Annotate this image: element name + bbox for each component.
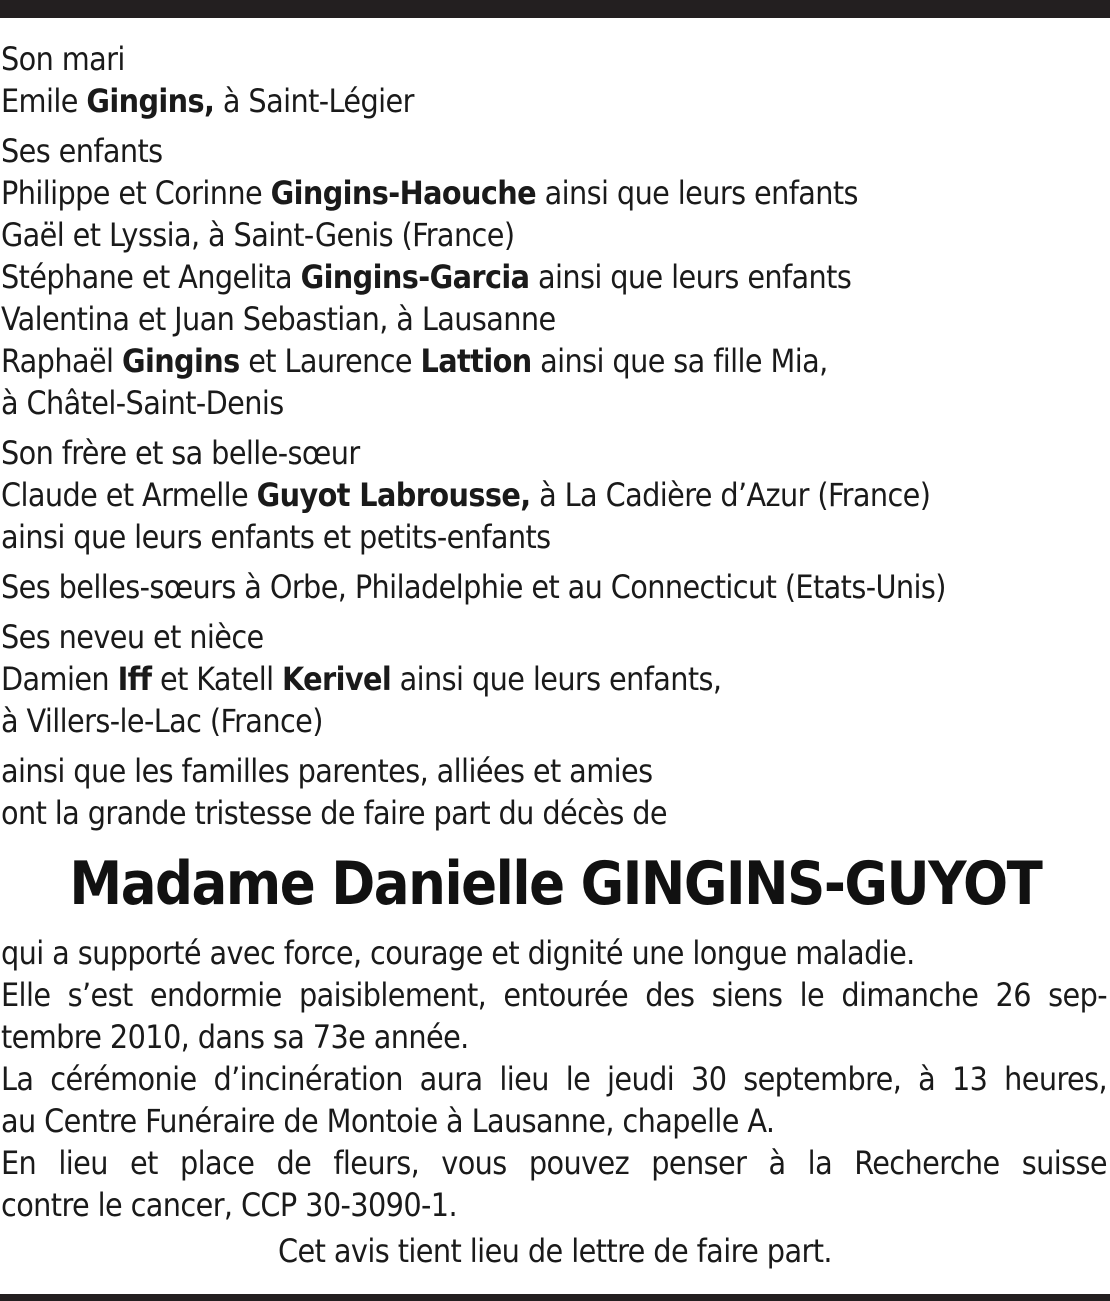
children-line-3: Stéphane et Angelita Gingins-Garcia ainsi que leurs enfants <box>1 258 852 296</box>
announcement-line-5: au Centre Funéraire de Montoie à Lausanne, chapelle A. <box>1 1102 775 1140</box>
children-block <box>1 130 1109 424</box>
nephew-niece-line-2: à Villers-le-Lac (France) <box>1 702 323 740</box>
husband-line: Emile Gingins, à Saint-Légier <box>1 82 414 120</box>
husband-heading: Son mari <box>1 40 125 78</box>
sisters-in-law-block <box>1 566 1109 608</box>
nephew-niece-block <box>1 616 1109 742</box>
children-line-4: Valentina et Juan Sebastian, à Lausanne <box>1 300 556 338</box>
deceased-name <box>1 842 1109 926</box>
announcement-line-4: La cérémonie d’incinération aura lieu le jeudi 30 septembre, à 13 heures, <box>1 1060 1108 1098</box>
deceased-name-text: Madame Danielle GINGINS-GUYOT <box>69 849 1041 919</box>
children-line-5: Raphaël Gingins et Laurence Lattion ainsi que sa fille Mia, <box>1 342 828 380</box>
top-rule <box>0 0 1110 18</box>
children-heading: Ses enfants <box>1 132 163 170</box>
nephew-niece-heading: Ses neveu et nièce <box>1 618 264 656</box>
announcement-line-3: tembre 2010, dans sa 73e année. <box>1 1018 469 1056</box>
bottom-rule <box>0 1294 1110 1301</box>
announcement-block <box>1 932 1109 1226</box>
closing-note: Cet avis tient lieu de lettre de faire part. <box>278 1232 832 1270</box>
husband-block <box>1 38 1109 122</box>
brother-line-2: ainsi que leurs enfants et petits-enfants <box>1 518 551 556</box>
relatives-line-1: ainsi que les familles parentes, alliées et amies <box>1 752 653 790</box>
brother-block <box>1 432 1109 558</box>
announcement-line-7: contre le cancer, CCP 30-3090-1. <box>1 1186 458 1224</box>
relatives-block <box>1 750 1109 834</box>
obituary-notice <box>1 38 1109 1272</box>
children-line-6: à Châtel-Saint-Denis <box>1 384 284 422</box>
sisters-in-law-line: Ses belles-sœurs à Orbe, Philadelphie et au Connecticut (Etats-Unis) <box>1 568 946 606</box>
children-line-2: Gaël et Lyssia, à Saint-Genis (France) <box>1 216 515 254</box>
relatives-line-2: ont la grande tristesse de faire part du décès de <box>1 794 668 832</box>
children-line-1: Philippe et Corinne Gingins-Haouche ainsi que leurs enfants <box>1 174 858 212</box>
nephew-niece-line-1: Damien Iff et Katell Kerivel ainsi que leurs enfants, <box>1 660 722 698</box>
announcement-line-1: qui a supporté avec force, courage et dignité une longue maladie. <box>1 934 915 972</box>
brother-line-1: Claude et Armelle Guyot Labrousse, à La Cadière d’Azur (France) <box>1 476 931 514</box>
brother-heading: Son frère et sa belle-sœur <box>1 434 360 472</box>
announcement-line-6: En lieu et place de fleurs, vous pouvez penser à la Recherche suisse <box>1 1144 1108 1182</box>
announcement-line-2: Elle s’est endormie paisiblement, entourée des siens le dimanche 26 sep- <box>1 976 1108 1014</box>
